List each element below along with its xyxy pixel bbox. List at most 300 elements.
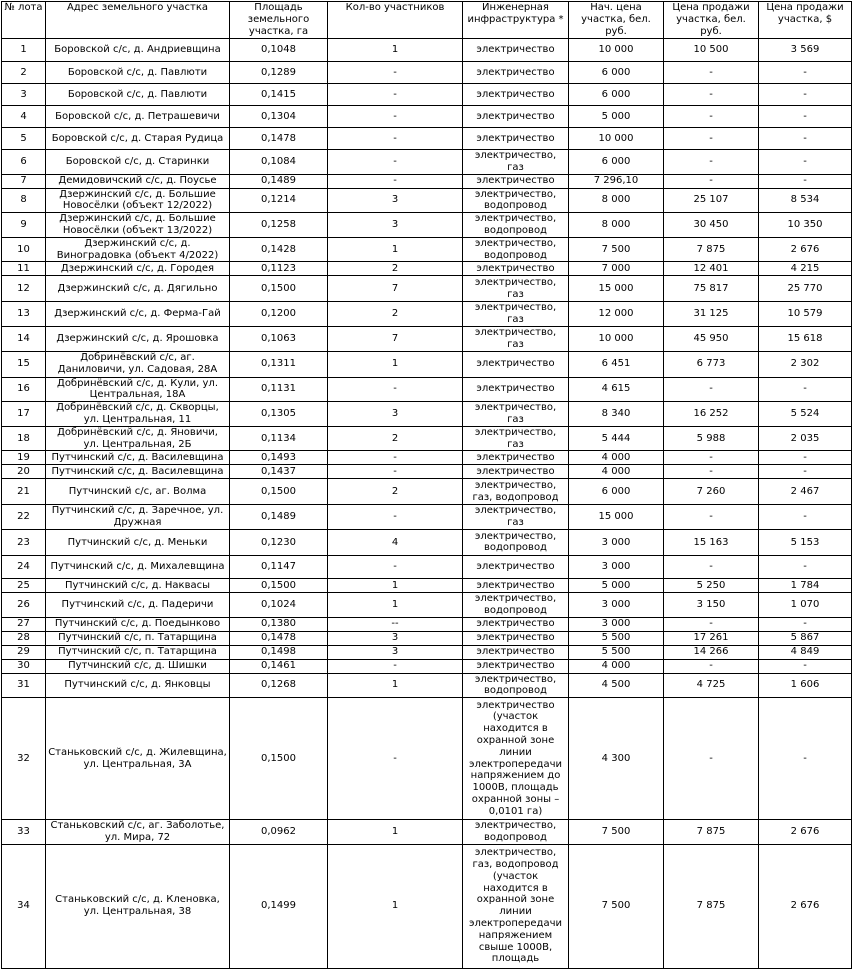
start-price-cell: 5 500 [569,631,664,645]
table-row [2,106,852,128]
address-cell: Станьковский с/с, д. Жилевщина, ул. Центральная, 3А [46,698,230,820]
start-price-cell: 5 500 [569,645,664,659]
participants-cell: 2 [328,262,463,276]
participants-cell: 3 [328,188,463,213]
start-price-cell: 7 500 [569,844,664,968]
area-cell: 0,1134 [230,426,328,451]
infrastructure-cell: электричество [463,62,569,84]
participants-cell: 2 [328,302,463,327]
start-price-cell: 3 000 [569,617,664,631]
sale-price-usd-cell: 2 676 [759,237,852,262]
infrastructure-cell: электричество [463,174,569,188]
header-sale-price-usd: Цена продажи участка, $ [759,2,852,39]
lot-number-cell: 24 [2,555,46,578]
infrastructure-cell: электричество [463,262,569,276]
sale-price-byn-cell: 15 163 [664,529,759,555]
table-row [2,39,852,62]
table-row [2,426,852,451]
area-cell: 0,1063 [230,326,328,351]
table-row [2,128,852,150]
sale-price-usd-cell: 2 035 [759,426,852,451]
lot-number-cell: 31 [2,673,46,698]
start-price-cell: 6 451 [569,351,664,377]
infrastructure-cell: электричество, газ [463,426,569,451]
infrastructure-cell: электричество, газ [463,150,569,175]
area-cell: 0,1214 [230,188,328,213]
area-cell: 0,1499 [230,844,328,968]
start-price-cell: 10 000 [569,39,664,62]
area-cell: 0,1311 [230,351,328,377]
lot-number-cell: 9 [2,213,46,238]
participants-cell: 1 [328,844,463,968]
lot-number-cell: 12 [2,276,46,302]
participants-cell: - [328,150,463,175]
sale-price-byn-cell: - [664,555,759,578]
lot-number-cell: 13 [2,302,46,327]
lot-number-cell: 1 [2,39,46,62]
infrastructure-cell: электричество, водопровод [463,673,569,698]
participants-cell: - [328,555,463,578]
area-cell: 0,1428 [230,237,328,262]
infrastructure-cell: электричество [463,631,569,645]
area-cell: 0,1147 [230,555,328,578]
lot-number-cell: 28 [2,631,46,645]
participants-cell: 1 [328,351,463,377]
start-price-cell: 8 000 [569,188,664,213]
participants-cell: 1 [328,592,463,617]
start-price-cell: 6 000 [569,84,664,106]
header-participants: Кол-во участников [328,2,463,39]
address-cell: Добринёвский с/с, д. Кули, ул. Центральная, 18А [46,377,230,402]
start-price-cell: 3 000 [569,555,664,578]
start-price-cell: 7 500 [569,237,664,262]
sale-price-usd-cell: - [759,617,852,631]
participants-cell: 1 [328,673,463,698]
address-cell: Боровской с/с, д. Павлюти [46,84,230,106]
start-price-cell: 4 000 [569,451,664,465]
sale-price-byn-cell: 5 250 [664,578,759,592]
address-cell: Боровской с/с, д. Старинки [46,150,230,175]
address-cell: Станьковский с/с, аг. Заболотье, ул. Мира, 72 [46,820,230,845]
participants-cell: - [328,465,463,479]
table-row [2,592,852,617]
table-row [2,326,852,351]
lot-number-cell: 21 [2,479,46,505]
address-cell: Путчинский с/с, д. Василевщина [46,451,230,465]
table-row [2,351,852,377]
area-cell: 0,1048 [230,39,328,62]
lot-number-cell: 30 [2,659,46,673]
table-row [2,820,852,845]
area-cell: 0,0962 [230,820,328,845]
table-row [2,451,852,465]
table-row [2,62,852,84]
lot-number-cell: 32 [2,698,46,820]
start-price-cell: 4 500 [569,673,664,698]
address-cell: Дзержинский с/с, д. Городея [46,262,230,276]
lot-number-cell: 18 [2,426,46,451]
sale-price-byn-cell: 14 266 [664,645,759,659]
table-row [2,150,852,175]
address-cell: Путчинский с/с, д. Меньки [46,529,230,555]
start-price-cell: 6 000 [569,479,664,505]
infrastructure-cell: электричество, водопровод [463,820,569,845]
header-row [2,2,852,39]
sale-price-usd-cell: 4 849 [759,645,852,659]
lot-number-cell: 19 [2,451,46,465]
participants-cell: 7 [328,276,463,302]
infrastructure-cell: электричество, водопровод [463,592,569,617]
sale-price-usd-cell: - [759,505,852,530]
lot-number-cell: 20 [2,465,46,479]
address-cell: Дзержинский с/с, д. Дягильно [46,276,230,302]
infrastructure-cell: электричество, газ [463,505,569,530]
infrastructure-cell: электричество [463,377,569,402]
infrastructure-cell: электричество (участок находится в охранной зоне линии электропередачи напряжением до 1000В, площадь охранной зоны – 0,0101 га) [463,698,569,820]
infrastructure-cell: электричество, газ [463,276,569,302]
start-price-cell: 4 000 [569,659,664,673]
participants-cell: - [328,451,463,465]
table-row [2,645,852,659]
header-sale-price-byn: Цена продажи участка, бел. руб. [664,2,759,39]
participants-cell: 2 [328,426,463,451]
start-price-cell: 6 000 [569,150,664,175]
lot-number-cell: 17 [2,402,46,427]
area-cell: 0,1123 [230,262,328,276]
table-row [2,529,852,555]
table-row [2,174,852,188]
sale-price-byn-cell: - [664,84,759,106]
start-price-cell: 5 444 [569,426,664,451]
area-cell: 0,1289 [230,62,328,84]
address-cell: Добринёвский с/с, д. Скворцы, ул. Центральная, 11 [46,402,230,427]
lot-number-cell: 4 [2,106,46,128]
sale-price-byn-cell: 7 875 [664,844,759,968]
infrastructure-cell: электричество [463,465,569,479]
sale-price-usd-cell: 5 867 [759,631,852,645]
infrastructure-cell: электричество [463,659,569,673]
area-cell: 0,1131 [230,377,328,402]
infrastructure-cell: электричество [463,106,569,128]
sale-price-usd-cell: 2 302 [759,351,852,377]
participants-cell: 1 [328,578,463,592]
participants-cell: - [328,174,463,188]
sale-price-usd-cell: 10 579 [759,302,852,327]
sale-price-usd-cell: 5 524 [759,402,852,427]
start-price-cell: 15 000 [569,505,664,530]
address-cell: Боровской с/с, д. Андриевщина [46,39,230,62]
participants-cell: 3 [328,402,463,427]
sale-price-byn-cell: 7 875 [664,820,759,845]
address-cell: Путчинский с/с, п. Татарщина [46,645,230,659]
lot-number-cell: 15 [2,351,46,377]
sale-price-usd-cell: - [759,174,852,188]
area-cell: 0,1489 [230,505,328,530]
address-cell: Боровской с/с, д. Старая Рудица [46,128,230,150]
table-row [2,465,852,479]
lot-number-cell: 2 [2,62,46,84]
header-area: Площадь земельного участка, га [230,2,328,39]
area-cell: 0,1461 [230,659,328,673]
table-row [2,302,852,327]
sale-price-usd-cell: 2 676 [759,844,852,968]
infrastructure-cell: электричество [463,555,569,578]
participants-cell: - [328,698,463,820]
address-cell: Добринёвский с/с, д. Яновичи, ул. Центральная, 2Б [46,426,230,451]
start-price-cell: 6 000 [569,62,664,84]
sale-price-byn-cell: 31 125 [664,302,759,327]
area-cell: 0,1084 [230,150,328,175]
address-cell: Демидовичский с/с, д. Поусье [46,174,230,188]
infrastructure-cell: электричество, водопровод [463,237,569,262]
sale-price-byn-cell: - [664,465,759,479]
address-cell: Путчинский с/с, д. Василевщина [46,465,230,479]
start-price-cell: 5 000 [569,106,664,128]
lot-number-cell: 5 [2,128,46,150]
participants-cell: 1 [328,39,463,62]
area-cell: 0,1200 [230,302,328,327]
sale-price-usd-cell: - [759,106,852,128]
address-cell: Боровской с/с, д. Петрашевичи [46,106,230,128]
sale-price-usd-cell: - [759,128,852,150]
lot-number-cell: 16 [2,377,46,402]
table-row [2,479,852,505]
start-price-cell: 15 000 [569,276,664,302]
participants-cell: 1 [328,820,463,845]
area-cell: 0,1493 [230,451,328,465]
sale-price-usd-cell: 1 784 [759,578,852,592]
lot-number-cell: 23 [2,529,46,555]
lot-number-cell: 34 [2,844,46,968]
sale-price-usd-cell: - [759,698,852,820]
area-cell: 0,1380 [230,617,328,631]
start-price-cell: 7 000 [569,262,664,276]
participants-cell: 2 [328,479,463,505]
sale-price-usd-cell: 1 606 [759,673,852,698]
infrastructure-cell: электричество, водопровод [463,188,569,213]
sale-price-byn-cell: - [664,128,759,150]
table-row [2,377,852,402]
sale-price-byn-cell: 5 988 [664,426,759,451]
address-cell: Дзержинский с/с, д. Ярошовка [46,326,230,351]
participants-cell: -- [328,617,463,631]
sale-price-usd-cell: 8 534 [759,188,852,213]
sale-price-usd-cell: - [759,84,852,106]
sale-price-byn-cell: 25 107 [664,188,759,213]
sale-price-byn-cell: - [664,150,759,175]
sale-price-usd-cell: 2 676 [759,820,852,845]
sale-price-byn-cell: 12 401 [664,262,759,276]
participants-cell: 7 [328,326,463,351]
table-row [2,262,852,276]
sale-price-byn-cell: 10 500 [664,39,759,62]
start-price-cell: 4 300 [569,698,664,820]
area-cell: 0,1305 [230,402,328,427]
area-cell: 0,1268 [230,673,328,698]
participants-cell: - [328,84,463,106]
participants-cell: 4 [328,529,463,555]
table-row [2,505,852,530]
infrastructure-cell: электричество, газ [463,326,569,351]
sale-price-usd-cell: 3 569 [759,39,852,62]
address-cell: Дзержинский с/с, д. Большие Новосёлки (объект 12/2022) [46,188,230,213]
table-row [2,698,852,820]
address-cell: Путчинский с/с, д. Падеричи [46,592,230,617]
participants-cell: - [328,505,463,530]
table-row [2,276,852,302]
infrastructure-cell: электричество [463,451,569,465]
start-price-cell: 4 000 [569,465,664,479]
participants-cell: - [328,62,463,84]
header-start-price: Нач. цена участка, бел. руб. [569,2,664,39]
start-price-cell: 12 000 [569,302,664,327]
lot-number-cell: 6 [2,150,46,175]
infrastructure-cell: электричество, газ, водопровод (участок находится в охранной зоне линии электропередачи напряжением свыше 1000В, площадь [463,844,569,968]
sale-price-byn-cell: - [664,505,759,530]
header-lot-number: № лота [2,2,46,39]
sale-price-usd-cell: - [759,451,852,465]
land-plots-table [1,1,852,969]
sale-price-byn-cell: 7 260 [664,479,759,505]
sale-price-usd-cell: - [759,62,852,84]
area-cell: 0,1437 [230,465,328,479]
area-cell: 0,1230 [230,529,328,555]
participants-cell: - [328,377,463,402]
table-row [2,213,852,238]
sale-price-byn-cell: - [664,451,759,465]
sale-price-usd-cell: - [759,465,852,479]
lot-number-cell: 33 [2,820,46,845]
sale-price-usd-cell: - [759,659,852,673]
header-address: Адрес земельного участка [46,2,230,39]
sale-price-byn-cell: - [664,659,759,673]
lot-number-cell: 7 [2,174,46,188]
table-row [2,237,852,262]
address-cell: Боровской с/с, д. Павлюти [46,62,230,84]
start-price-cell: 4 615 [569,377,664,402]
infrastructure-cell: электричество, газ, водопровод [463,479,569,505]
lot-number-cell: 14 [2,326,46,351]
sale-price-byn-cell: 7 875 [664,237,759,262]
sale-price-byn-cell: 17 261 [664,631,759,645]
address-cell: Путчинский с/с, д. Наквасы [46,578,230,592]
area-cell: 0,1500 [230,276,328,302]
sale-price-byn-cell: - [664,698,759,820]
lot-number-cell: 25 [2,578,46,592]
area-cell: 0,1415 [230,84,328,106]
sale-price-byn-cell: - [664,106,759,128]
table-row [2,402,852,427]
table-row [2,84,852,106]
table-row [2,617,852,631]
start-price-cell: 8 000 [569,213,664,238]
sale-price-usd-cell: - [759,150,852,175]
start-price-cell: 10 000 [569,326,664,351]
participants-cell: 3 [328,645,463,659]
infrastructure-cell: электричество, газ [463,402,569,427]
start-price-cell: 7 500 [569,820,664,845]
address-cell: Станьковский с/с, д. Кленовка, ул. Центральная, 38 [46,844,230,968]
infrastructure-cell: электричество [463,84,569,106]
area-cell: 0,1478 [230,631,328,645]
infrastructure-cell: электричество [463,128,569,150]
start-price-cell: 10 000 [569,128,664,150]
sale-price-usd-cell: 15 618 [759,326,852,351]
area-cell: 0,1304 [230,106,328,128]
table-row [2,844,852,968]
address-cell: Путчинский с/с, д. Поедынково [46,617,230,631]
table-row [2,188,852,213]
participants-cell: 3 [328,213,463,238]
area-cell: 0,1478 [230,128,328,150]
start-price-cell: 8 340 [569,402,664,427]
address-cell: Путчинский с/с, п. Татарщина [46,631,230,645]
area-cell: 0,1024 [230,592,328,617]
header-infrastructure: Инженерная инфраструктура * [463,2,569,39]
sale-price-usd-cell: 10 350 [759,213,852,238]
infrastructure-cell: электричество [463,645,569,659]
sale-price-usd-cell: - [759,377,852,402]
sale-price-usd-cell: 5 153 [759,529,852,555]
address-cell: Дзержинский с/с, д. Ферма-Гай [46,302,230,327]
area-cell: 0,1500 [230,698,328,820]
participants-cell: 3 [328,631,463,645]
lot-number-cell: 11 [2,262,46,276]
lot-number-cell: 8 [2,188,46,213]
sale-price-usd-cell: 4 215 [759,262,852,276]
sale-price-byn-cell: - [664,62,759,84]
area-cell: 0,1258 [230,213,328,238]
infrastructure-cell: электричество, водопровод [463,529,569,555]
table-row [2,659,852,673]
start-price-cell: 3 000 [569,592,664,617]
sale-price-byn-cell: - [664,174,759,188]
address-cell: Путчинский с/с, д. Янковцы [46,673,230,698]
lot-number-cell: 29 [2,645,46,659]
lot-number-cell: 26 [2,592,46,617]
area-cell: 0,1489 [230,174,328,188]
start-price-cell: 7 296,10 [569,174,664,188]
infrastructure-cell: электричество [463,39,569,62]
address-cell: Путчинский с/с, д. Шишки [46,659,230,673]
table-row [2,673,852,698]
address-cell: Путчинский с/с, д. Заречное, ул. Дружная [46,505,230,530]
participants-cell: - [328,128,463,150]
start-price-cell: 3 000 [569,529,664,555]
area-cell: 0,1500 [230,479,328,505]
sale-price-usd-cell: 25 770 [759,276,852,302]
address-cell: Добринёвский с/с, аг. Даниловичи, ул. Садовая, 28А [46,351,230,377]
area-cell: 0,1498 [230,645,328,659]
lot-number-cell: 27 [2,617,46,631]
sale-price-byn-cell: - [664,377,759,402]
sale-price-byn-cell: 16 252 [664,402,759,427]
address-cell: Дзержинский с/с, д. Виноградовка (объект 4/2022) [46,237,230,262]
infrastructure-cell: электричество [463,617,569,631]
sale-price-usd-cell: 2 467 [759,479,852,505]
infrastructure-cell: электричество [463,351,569,377]
sale-price-byn-cell: 30 450 [664,213,759,238]
participants-cell: - [328,106,463,128]
sale-price-byn-cell: 75 817 [664,276,759,302]
sale-price-byn-cell: - [664,617,759,631]
address-cell: Дзержинский с/с, д. Большие Новосёлки (объект 13/2022) [46,213,230,238]
infrastructure-cell: электричество, водопровод [463,213,569,238]
sale-price-usd-cell: - [759,555,852,578]
participants-cell: - [328,659,463,673]
sale-price-usd-cell: 1 070 [759,592,852,617]
table-row [2,631,852,645]
